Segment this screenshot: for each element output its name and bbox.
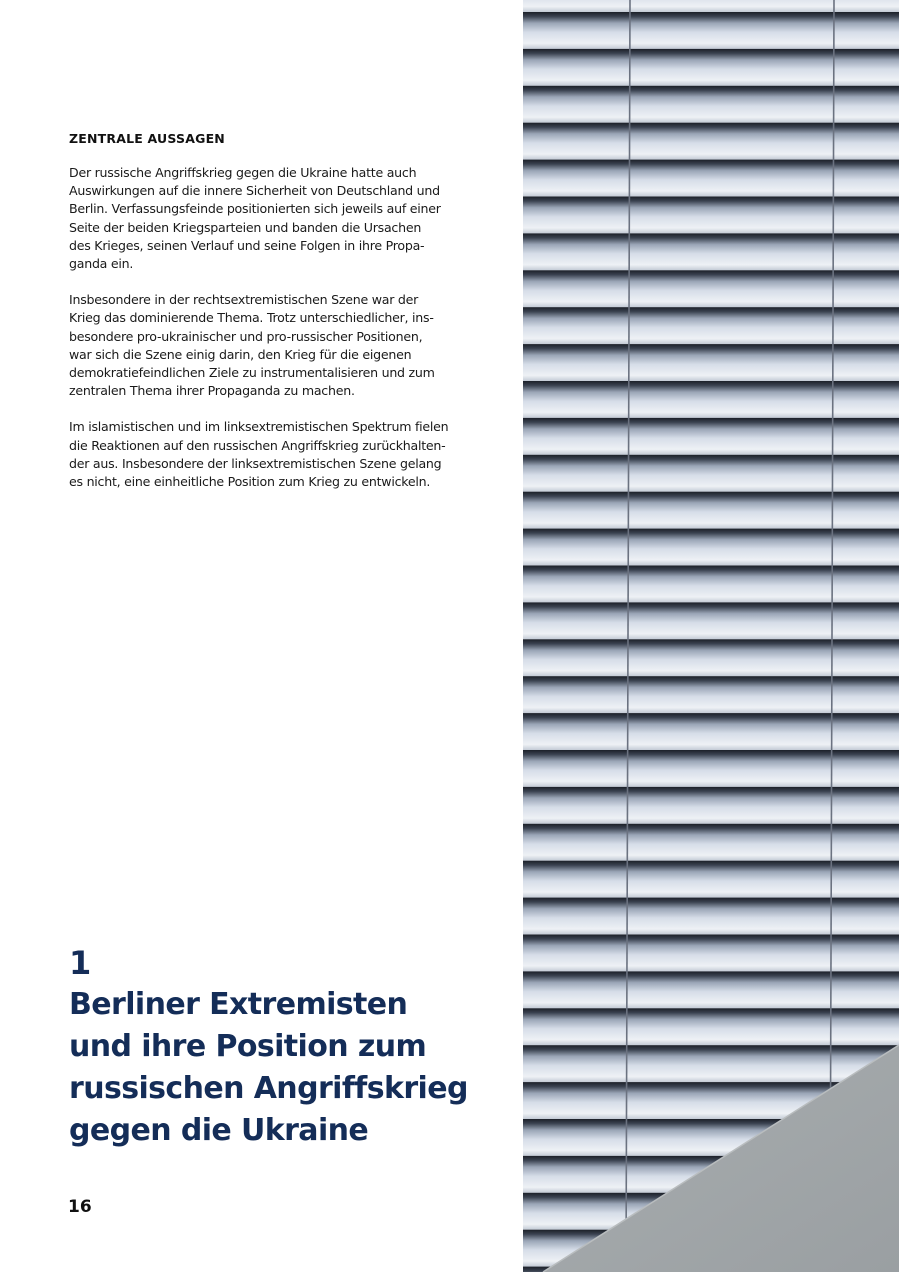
blind-slat <box>523 197 899 234</box>
window-blinds-photo <box>523 0 899 1272</box>
blind-slat <box>523 492 899 529</box>
chapter-number: 1 <box>69 944 92 982</box>
blind-slat <box>523 233 899 270</box>
blind-slat <box>523 787 899 824</box>
blind-slat <box>523 898 899 935</box>
blind-slat <box>523 529 899 566</box>
blind-slat <box>523 381 899 418</box>
blind-slat <box>523 713 899 750</box>
blind-slat <box>523 49 899 86</box>
blind-slat <box>523 86 899 123</box>
blind-slat <box>523 12 899 49</box>
blind-slat <box>523 455 899 492</box>
key-statements-section <box>69 131 449 509</box>
blind-slat <box>523 418 899 455</box>
body-paragraph: Im islamistischen und im linksextremistischen Spektrum fielen die Reaktionen auf den russischen Angriffskrieg zurückhalten- der aus. Insbesondere der linksextremistischen Szene gelang es nicht, eine einheitliche Position zum Krieg zu entwickeln. <box>69 419 449 490</box>
blind-slat <box>523 307 899 344</box>
blind-slat <box>523 602 899 639</box>
blind-slat <box>523 750 899 787</box>
blind-slat <box>523 0 899 12</box>
chapter-title: Berliner Extremisten und ihre Position zum russischen Angriffskrieg gegen die Ukraine <box>69 987 468 1148</box>
blind-slat <box>523 1045 899 1082</box>
blind-slat <box>523 344 899 381</box>
body-paragraph: Insbesondere in der rechtsextremistischen Szene war der Krieg das dominierende Thema. Trotz unterschiedlicher, ins- besondere pro-ukrainischer und pro-russischer Positionen, war sich die Szene einig darin, den Krieg für die eigenen demokratiefeindlichen Ziele zu instrumentalisieren und zum zentralen Thema ihrer Propaganda zu machen. <box>69 292 435 399</box>
page-number: 16 <box>68 1197 92 1217</box>
blind-slat <box>523 971 899 1008</box>
chapter-heading <box>69 942 509 1152</box>
blind-slat <box>523 123 899 160</box>
blind-slat <box>523 935 899 972</box>
blinds-image <box>523 0 899 1272</box>
blind-slat <box>523 861 899 898</box>
blind-slat <box>523 824 899 861</box>
section-heading: ZENTRALE AUSSAGEN <box>69 131 225 146</box>
body-paragraph: Der russische Angriffskrieg gegen die Ukraine hatte auch Auswirkungen auf die innere Sicherheit von Deutschland und Berlin. Verfassungsfeinde positionierten sich jeweils auf einer Seite der beiden Kriegsparteien und banden die Ursachen des Krieges, seinen Verlauf und seine Folgen in ihre Propa- ganda ein. <box>69 165 441 272</box>
blind-slat <box>523 270 899 307</box>
blind-slat <box>523 160 899 197</box>
blind-slat <box>523 1008 899 1045</box>
blind-slat <box>523 566 899 603</box>
blind-slat <box>523 639 899 676</box>
blind-slat <box>523 676 899 713</box>
